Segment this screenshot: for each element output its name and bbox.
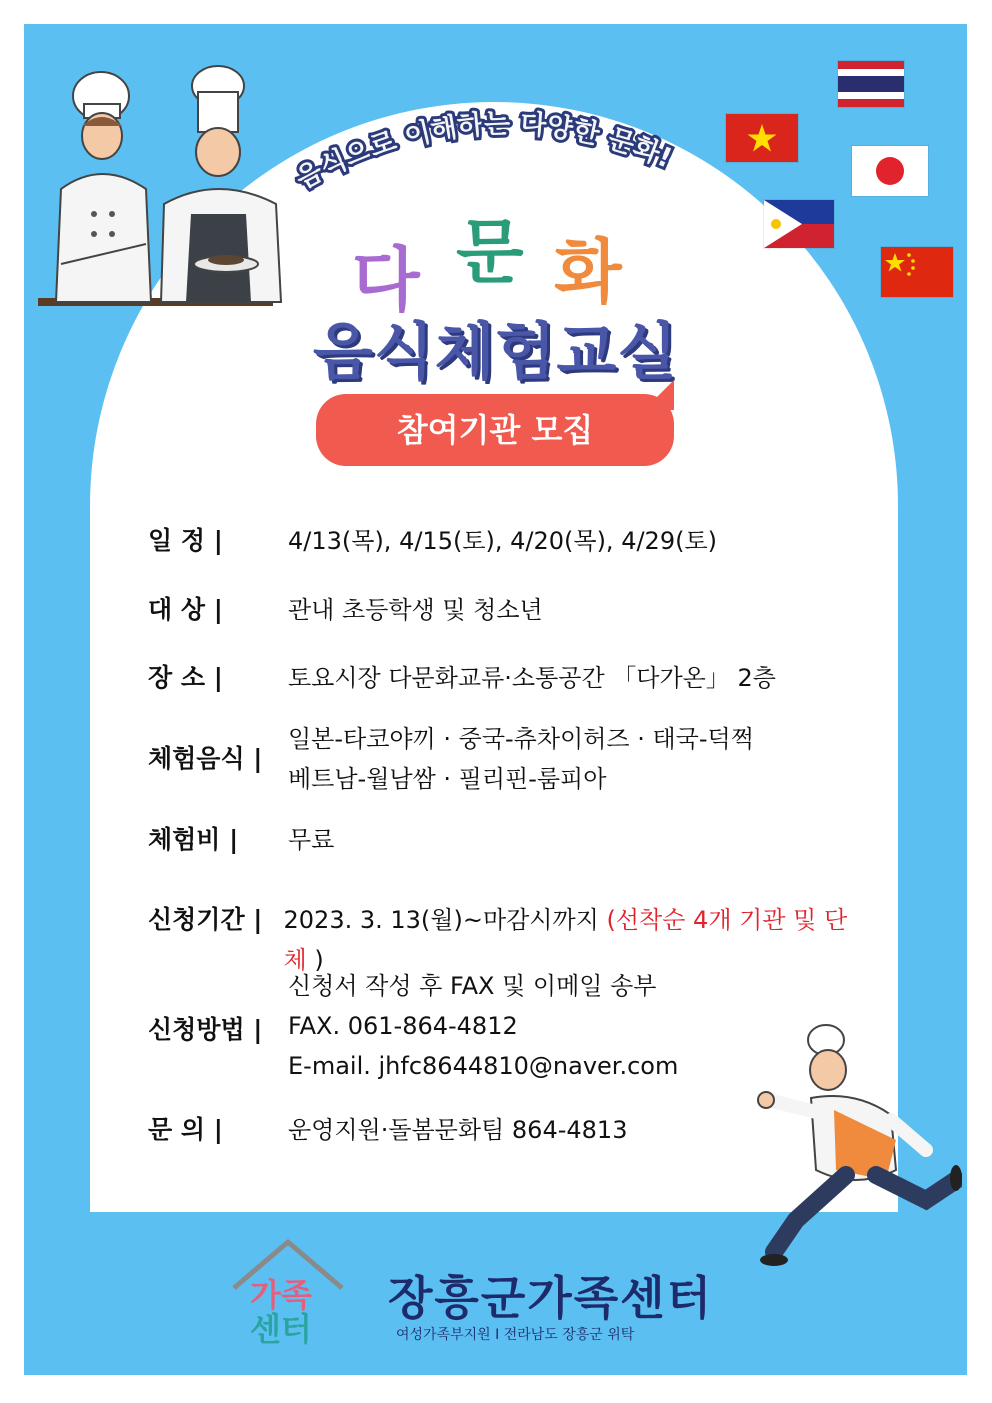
row-target (148, 590, 868, 630)
china-flag-icon (881, 247, 953, 297)
period-label: 신청기간 | (148, 905, 263, 934)
method-email: E-mail. jhfc8644810@naver.com (288, 1052, 679, 1080)
place-label: 장 소 | (148, 663, 223, 692)
row-place (148, 658, 868, 698)
method-line-1: 신청서 작성 후 FAX 및 이메일 송부 (288, 972, 657, 1000)
vietnam-flag-icon (726, 114, 798, 162)
recruit-ribbon: 참여기관 모집 (316, 394, 674, 466)
org-name: 장흥군가족센터 (388, 1271, 714, 1325)
title-char-mun: 문 (456, 211, 524, 293)
inquiry-value: 운영지원·돌봄문화팀 864-4813 (288, 1116, 628, 1144)
food-value (288, 719, 754, 799)
fee-label: 체험비 | (148, 825, 239, 854)
method-label: 신청방법 | (148, 1015, 263, 1044)
main-title: 음식체험교실 (312, 315, 679, 388)
fee-value: 무료 (288, 826, 335, 854)
place-value: 토요시장 다문화교류·소통공간 「다가온」 2층 (288, 664, 776, 692)
period-paren-open: ( (606, 906, 616, 934)
chef-man-illustration (161, 66, 281, 302)
poster (24, 24, 967, 1375)
philippines-flag-icon (764, 200, 834, 248)
schedule-label: 일 정 | (148, 526, 223, 555)
food-line-1: 일본-타코야끼 · 중국-츄차이허즈 · 태국-덕쩍 (288, 725, 754, 753)
slogan-text: 음식으로 이해하는 다양한 문화! (291, 108, 677, 196)
svg-text:음식으로 이해하는 다양한 문화! (291, 108, 676, 195)
food-label: 체험음식 | (148, 744, 263, 773)
chef-woman-illustration (56, 72, 151, 302)
inquiry-label: 문 의 | (148, 1115, 223, 1144)
period-date: 2023. 3. 13(월)~마감시까지 (283, 906, 607, 934)
method-value (288, 966, 678, 1086)
japan-flag-icon (852, 146, 928, 196)
running-chef-illustration (756, 1020, 962, 1270)
title-char-hwa: 화 (554, 231, 622, 313)
org-subtitle: 여성가족부지원 I 전라남도 장흥군 위탁 (396, 1327, 635, 1343)
title-char-da: 다 (352, 239, 420, 321)
schedule-value: 4/13(목), 4/15(토), 4/20(목), 4/29(토) (288, 527, 717, 555)
target-label: 대 상 | (148, 595, 223, 624)
row-fee (148, 820, 868, 860)
period-highlight: 선착순 4개 기관 및 단체 (283, 906, 848, 974)
house-logo-icon (228, 1230, 348, 1350)
logo-text-top: 가족 (250, 1276, 312, 1314)
row-schedule (148, 521, 868, 561)
logo-text-bottom: 센터 (250, 1310, 312, 1348)
target-value: 관내 초등학생 및 청소년 (288, 596, 543, 624)
thailand-flag-icon (838, 61, 904, 107)
method-fax: FAX. 061-864-4812 (288, 1012, 518, 1040)
food-line-2: 베트남-월남쌈 · 필리핀-룸피아 (288, 765, 607, 793)
period-paren-close: ) (306, 946, 324, 974)
row-food (148, 719, 868, 799)
chefs-illustration (36, 64, 296, 309)
